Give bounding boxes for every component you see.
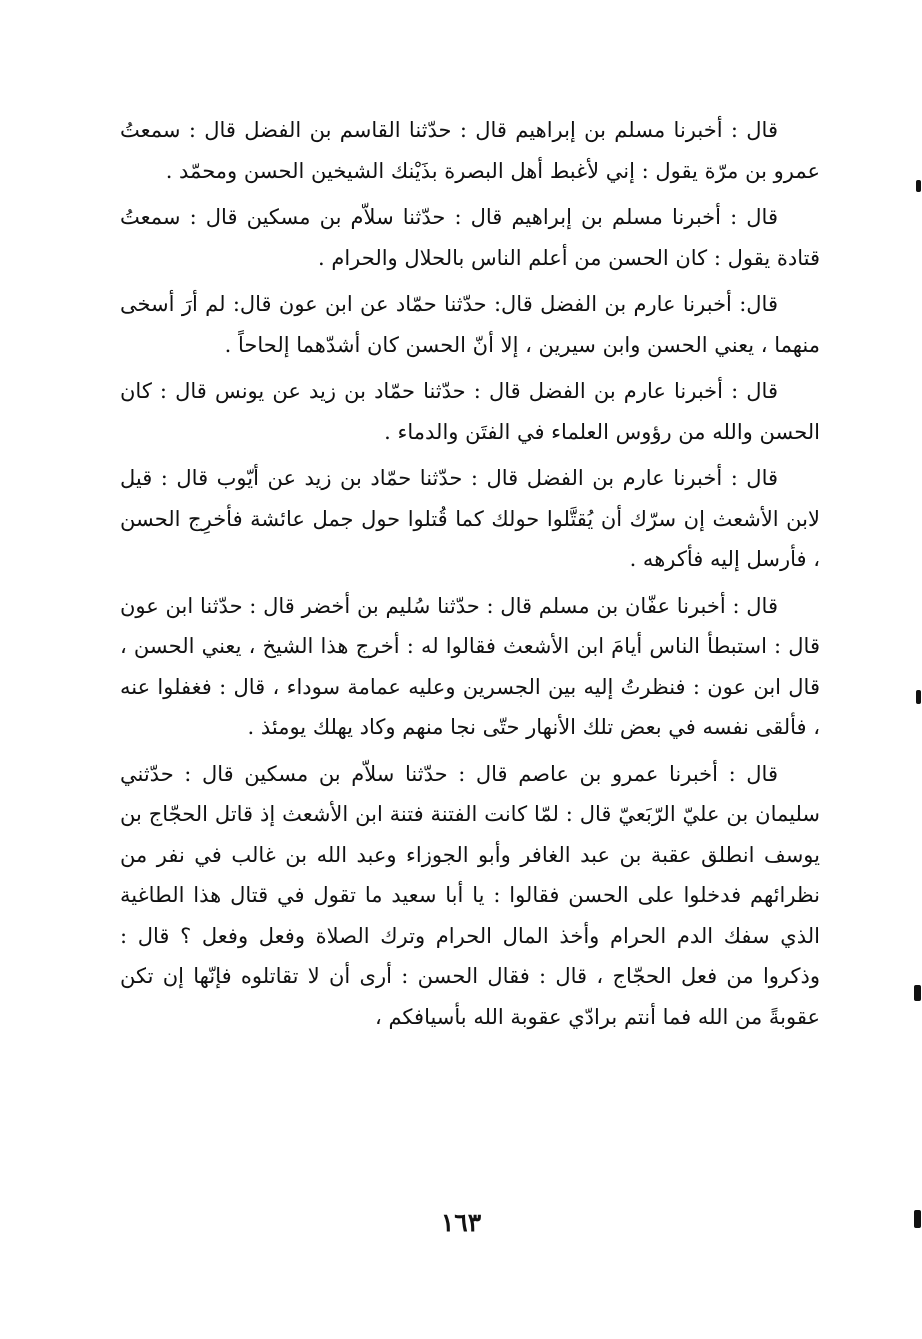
paragraph-4: قال : أخبرنا عارم بن الفضل قال : حدّثنا حمّاد بن زيد عن يونس قال : كان الحسن والله من رؤوس العلماء في الفتَن والدماء . bbox=[120, 379, 820, 444]
scan-mark bbox=[916, 180, 921, 192]
page-number: ١٦٣ bbox=[440, 1208, 482, 1237]
scan-mark bbox=[914, 985, 921, 1001]
paragraph-7: قال : أخبرنا عمرو بن عاصم قال : حدّثنا سلاّم بن مسكين قال : حدّثني سليمان بن عليّ الرّبَعيّ قال : لمّا كانت الفتنة فتنة ابن الأشعث إذ قاتل الحجّاج بن يوسف انطلق عقبة بن عبد الغافر وأبو الجوزاء وعبد الله بن غالب في نفر من نظرائهم فدخلوا على الحسن فقالوا : يا أبا سعيد ما تقول في قتال هذا الطاغية الذي سفك الدم الحرام وأخذ المال الحرام وترك الصلاة وفعل وفعل ؟ قال : وذكروا من فعل الحجّاج ، قال : فقال الحسن : أرى أن لا تقاتلوه فإنّها إن تكن عقوبةً من الله فما أنتم برادّي عقوبة الله بأسيافكم ، bbox=[120, 761, 820, 1029]
paragraph-3: قال: أخبرنا عارم بن الفضل قال: حدّثنا حمّاد عن ابن عون قال: لم أرَ أسخى منهما ، يعني الحسن وابن سيرين ، إلا أنّ الحسن كان أشدّهما إلحاحاً . bbox=[120, 292, 820, 357]
scan-mark bbox=[914, 1210, 921, 1228]
paragraph-6: قال : أخبرنا عفّان بن مسلم قال : حدّثنا سُليم بن أخضر قال : حدّثنا ابن عون قال : استبطأ الناس أيامَ ابن الأشعث فقالوا له : أخرج هذا الشيخ ، يعني الحسن ، قال ابن عون : فنظرتُ إليه بين الجسرين وعليه عمامة سوداء ، قال : فغفلوا عنه ، فألقى نفسه في بعض تلك الأنهار حتّى نجا منهم وكاد يهلك يومئذ . bbox=[120, 593, 820, 739]
paragraph-2: قال : أخبرنا مسلم بن إبراهيم قال : حدّثنا سلاّم بن مسكين قال : سمعتُ قتادة يقول : كان الحسن من أعلم الناس بالحلال والحرام . bbox=[120, 205, 820, 270]
body-text bbox=[120, 110, 820, 1043]
scan-mark bbox=[916, 690, 921, 704]
paragraph-1: قال : أخبرنا مسلم بن إبراهيم قال : حدّثنا القاسم بن الفضل قال : سمعتُ عمرو بن مرّة يقول : إني لأغبط أهل البصرة بذَيْنك الشيخين الحسن ومحمّد . bbox=[120, 118, 820, 183]
paragraph-5: قال : أخبرنا عارم بن الفضل قال : حدّثنا حمّاد بن زيد عن أيّوب قال : قيل لابن الأشعث إن سرّك أن يُقتَّلوا حولك كما قُتلوا حول جمل عائشة فأخرِج الحسن ، فأرسل إليه فأكرهه . bbox=[120, 466, 820, 571]
